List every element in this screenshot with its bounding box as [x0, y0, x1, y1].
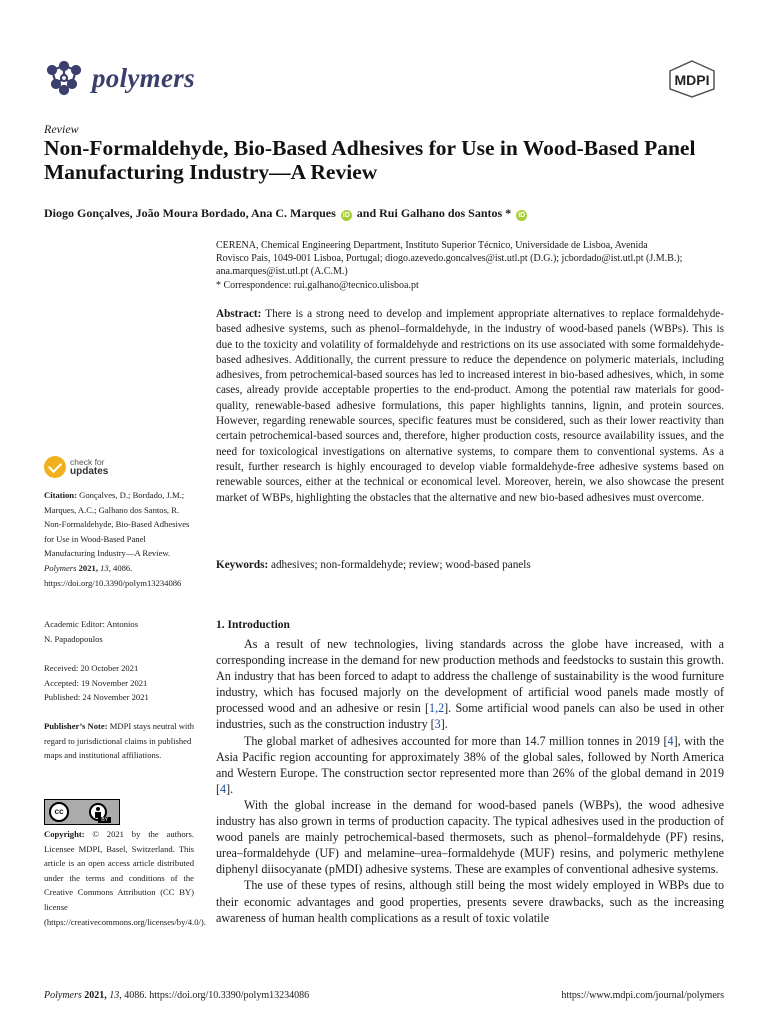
abstract-label: Abstract: — [216, 308, 262, 320]
published-date: Published: 24 November 2021 — [44, 692, 149, 703]
reference-link[interactable]: 3 — [434, 717, 441, 732]
cc-by-license-badge[interactable] — [44, 799, 120, 825]
keywords — [216, 559, 531, 571]
affiliation-block — [216, 239, 724, 292]
paragraph-text: The global market of adhesives accounted for more than 14.7 million tonnes in 2019 [ — [244, 733, 668, 748]
correspondence: * Correspondence: rui.galhano@tecnico.ulisboa.pt — [216, 279, 419, 291]
footer-volume: 13, — [109, 990, 122, 1001]
section-heading-introduction: 1. Introduction — [216, 619, 290, 631]
citation-year: 2021, — [78, 562, 98, 573]
received-date: Received: 20 October 2021 — [44, 663, 139, 673]
paragraph-text: ]. Some artificial wood panels can also be used in other industries, such as the construction industry [ — [216, 701, 724, 732]
affiliation-line: Rovisco Pais, 1049-001 Lisboa, Portugal; diogo.azevedo.goncalves@ist.utl.pt (D.G.); jcbordado@ist.utl.pt (J.M.B.); — [216, 253, 683, 265]
paragraph-text: ], with the Asia Pacific region accounting for approximately 38% of the global sales, followed by North America and Western Europe. The construction sector represented more than 26% of the global demand in 2019 [ — [216, 733, 724, 796]
mdpi-logo-text: MDPI — [674, 72, 710, 88]
authors-last: and Rui Galhano dos Santos * — [356, 206, 512, 220]
accepted-date: Accepted: 19 November 2021 — [44, 677, 148, 688]
author-list — [44, 206, 529, 221]
reference-link[interactable]: 4 — [220, 781, 227, 796]
footer-journal-url[interactable]: https://www.mdpi.com/journal/polymers — [561, 990, 724, 1001]
editor-line: N. Papadopoulos — [44, 633, 103, 644]
copyright-notice — [44, 827, 206, 929]
creative-commons-icon: cc — [49, 802, 69, 822]
abstract — [216, 307, 724, 506]
copyright-label: Copyright: — [44, 829, 85, 839]
paragraph — [216, 636, 724, 733]
orcid-icon[interactable]: iD — [518, 212, 526, 219]
paragraph: With the global increase in the demand for wood-based panels (WBPs), the wood adhesive industry has also grown in terms of production capacity. The typical adhesives used in the production of wood panels are mainly petrochemical-based thermosets, such as phenol–formaldehyde (PF) resins, urea–formaldehyde (UF) and melamine–urea–formaldehyde (MUF) resins, and polymeric methylene diphenyl diisocyanate (pMDI) adhesive systems. These are examples of conventional adhesive systems. — [216, 797, 724, 877]
introduction-body — [216, 636, 724, 926]
reference-link[interactable]: 1,2 — [429, 701, 445, 716]
footer-year: 2021, — [84, 990, 107, 1001]
paragraph-text: ]. — [226, 781, 234, 796]
publisher-note — [44, 719, 194, 763]
citation-doi-link[interactable]: 4086. https://doi.org/10.3390/polym13234086 — [44, 562, 182, 588]
paragraph-text: ]. — [440, 717, 448, 732]
academic-editor — [44, 617, 194, 646]
abstract-text: There is a strong need to develop and implement appropriate alternatives to replace formaldehyde-based adhesive systems, such as phenol–formaldehyde, in the industry of wood-based panels (WBPs). This is due to the toxicity and volatility of formaldehyde and restrictions on its use associated with some formaldehyde-based adhesives. Additionally, the current pressure to reduce the dependence on polymeric materials, including adhesives, from petrochemical-based sources has led to increased interest in bio-based adhesives, which, in some cases, already provide acceptable properties to the end-product. Among the potential raw materials for good-quality, renewable-based adhesive formulations, this paper highlights tannins, lignin, and protein sources. However, regarding renewable sources, specific features must be considered, such as their lower reactivity than certain petrochemical-based sources and, therefore, higher production costs, resource availability issues, and the need for toxicological investigations on alternative systems, to compare them to conventional systems. As a result, further research is highly encouraged to develop viable formaldehyde-free adhesive systems based on renewable sources, either at the technical or economical level. Moreover, herein, we also showcase the present market of WBPs, highlighting the obstacles that the alternative and new bio-based adhesives must overcome. — [216, 308, 724, 504]
orcid-icon[interactable]: iD — [342, 212, 350, 219]
footer-doi-link[interactable]: 4086. https://doi.org/10.3390/polym13234086 — [124, 990, 310, 1001]
citation-block — [44, 488, 194, 590]
keywords-text: adhesives; non-formaldehyde; review; wood-based panels — [271, 559, 531, 571]
article-type: Review — [44, 122, 79, 136]
citation-journal: Polymers — [44, 562, 77, 573]
paragraph: The use of these types of resins, although still being the most widely employed in WBPs due to their economic advantages and good properties, presents severe drawbacks, such as the increasing awareness of human health complications as a result of toxic volatile — [216, 878, 724, 925]
citation-text: Gonçalves, D.; Bordado, J.M.; Marques, A.C.; Galhano dos Santos, R. Non-Formaldehyde, Bio-Based Adhesives for Use in Wood-Based Panel Manufacturing Industry—A Review. — [44, 490, 190, 559]
authors-main: Diogo Gonçalves, João Moura Bordado, Ana C. Marques — [44, 206, 336, 220]
journal-logo — [44, 58, 195, 98]
keywords-label: Keywords: — [216, 559, 269, 571]
mdpi-logo[interactable] — [668, 60, 724, 98]
paragraph — [216, 733, 724, 797]
check-updates-line1: check for — [70, 457, 105, 467]
polymers-network-icon — [44, 58, 84, 98]
check-updates-line2: updates — [70, 466, 109, 477]
journal-name[interactable]: polymers — [92, 62, 195, 93]
affiliation-line: ana.marques@ist.utl.pt (A.C.M.) — [216, 266, 348, 278]
citation-label: Citation: — [44, 490, 77, 500]
reference-link[interactable]: 4 — [667, 733, 674, 748]
citation-volume: 13, — [100, 562, 111, 573]
publisher-note-label: Publisher’s Note: — [44, 721, 108, 731]
affiliation-line: CERENA, Chemical Engineering Department, Instituto Superior Técnico, Universidade de Lisboa, Avenida — [216, 240, 648, 251]
publication-dates — [44, 661, 194, 705]
editor-line: Academic Editor: Antonios — [44, 619, 139, 629]
footer-journal: Polymers — [44, 990, 82, 1001]
by-label: BY — [98, 817, 111, 823]
publisher-note-text: MDPI stays neutral with regard to jurisdictional claims in published maps and institutional affiliations. — [44, 721, 194, 761]
copyright-text: © 2021 by the authors. Licensee MDPI, Basel, Switzerland. This article is an open access article distributed under the terms and conditions of the Creative Commons Attribution (CC BY) license (https://creativecommons.org/licenses/by/4.0/). — [44, 829, 206, 927]
check-for-updates-button[interactable] — [44, 456, 108, 478]
footer-citation — [44, 990, 309, 1001]
article-title: Non-Formaldehyde, Bio-Based Adhesives for Use in Wood-Based Panel Manufacturing Industry—A Review — [44, 136, 696, 184]
paragraph-text: As a result of new technologies, living standards across the globe have increased, with a corresponding increase in the demand for new production methods and feedstocks to sustain this growth. An industry that has been forced to adapt to address the challenge of sustainability is the wood furniture industry, which has focused majorly on the development of artificial wood panels made mostly of processed wood and an adhesive or resin [ — [216, 637, 724, 716]
checkmark-icon — [44, 456, 66, 478]
